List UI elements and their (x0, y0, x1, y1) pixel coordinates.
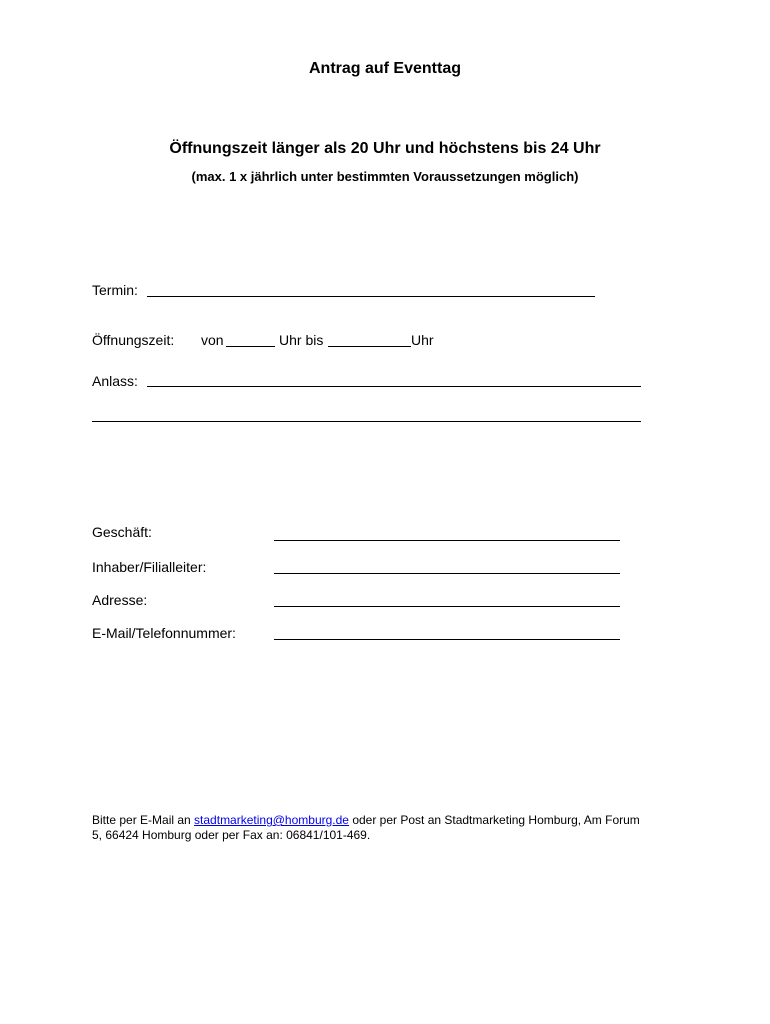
footer-text-before: Bitte per E-Mail an (92, 813, 195, 827)
bis-time-field[interactable] (328, 346, 411, 347)
adresse-field[interactable] (274, 606, 620, 607)
anlass-label: Anlass: (92, 373, 138, 389)
anlass-field-line-2[interactable] (92, 421, 641, 422)
email-tel-field[interactable] (274, 639, 620, 640)
geschaeft-field[interactable] (274, 540, 620, 541)
footer-text-after: oder per Post an Stadtmarketing Homburg, Am Forum 5, 66424 Homburg oder per Fax an: 06841/101-469. (92, 813, 640, 842)
uhr-bis-label: Uhr bis (279, 332, 324, 348)
document-title: Antrag auf Eventtag (308, 60, 461, 77)
document-note: (max. 1 x jährlich unter bestimmten Voraussetzungen möglich) (191, 169, 579, 184)
inhaber-field[interactable] (274, 573, 620, 574)
termin-field[interactable] (147, 296, 595, 297)
email-link[interactable]: stadtmarketing@homburg.de (194, 813, 349, 827)
inhaber-label: Inhaber/Filialleiter: (92, 559, 207, 575)
adresse-label: Adresse: (92, 592, 148, 608)
geschaeft-label: Geschäft: (92, 524, 152, 540)
anlass-field[interactable] (147, 386, 641, 387)
termin-label: Termin: (92, 282, 138, 298)
footer-instructions (92, 813, 652, 843)
uhr-label: Uhr (411, 332, 434, 348)
document-subtitle: Öffnungszeit länger als 20 Uhr und höchstens bis 24 Uhr (169, 140, 601, 157)
oeffnungszeit-label: Öffnungszeit: (92, 332, 175, 348)
email-tel-label: E-Mail/Telefonnummer: (92, 625, 236, 641)
von-label: von (201, 332, 224, 348)
von-time-field[interactable] (226, 346, 275, 347)
